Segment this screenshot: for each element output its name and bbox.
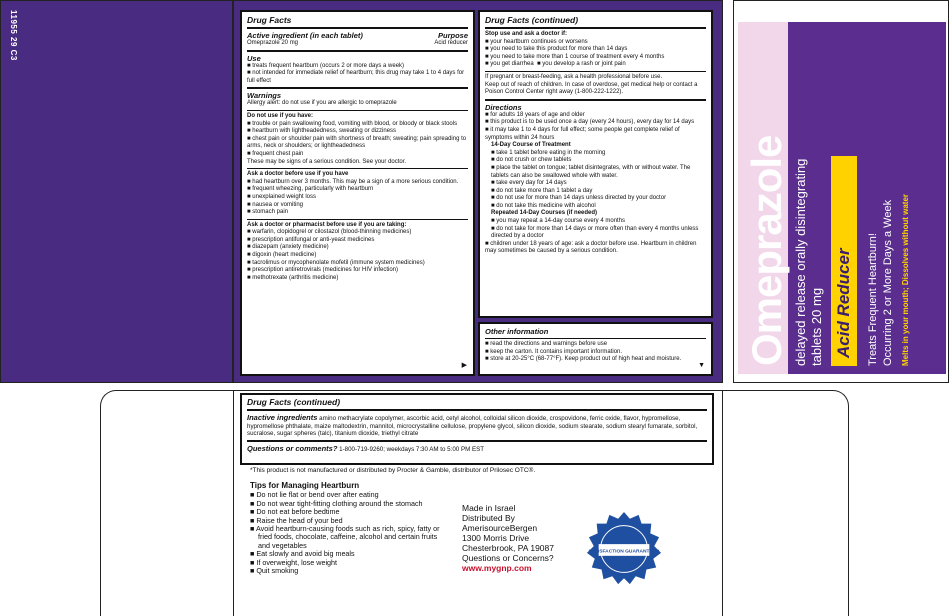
tip-item: ■ Do not eat before bedtime: [250, 507, 340, 517]
inactive-ingredients: Inactive ingredients amino methacrylate copolymer, ascorbic acid, cetyl alcohol, colloidal silicon dioxide, crospovidone, ferric oxide, flavor, hypromellose, hypromellose phthalate, maize maltodextrin, mannitol, microcrystalline cellulose, propylene glycol, silicon dioxide, sodium stearate, sodium stearyl fumarate, sorbitol, sucralose, sugar spheres (talc), titanium dioxide, triethyl citrate: [247, 413, 698, 438]
questions-line: Questions or comments? 1-800-719-9260; weekdays 7:30 AM to 5:00 PM EST: [247, 443, 484, 453]
stop-use-item: ■ you need to take more than 1 course of treatment every 4 months: [485, 53, 665, 60]
seal-text: SATISFACTION GUARANTEED: [588, 549, 660, 555]
ask-pharmacist-item: ■ methotrexate (arthritis medicine): [247, 274, 339, 281]
warnings-header: Warnings: [247, 91, 282, 101]
stop-use-item: ■ you get diarrhea ■ you develop a rash or joint pain: [485, 61, 626, 68]
directions-header: Directions: [485, 102, 522, 112]
other-info-item: ■ read the directions and warnings before use: [485, 341, 608, 347]
ask-doctor-item: ■ frequent wheezing, particularly with heartburn: [247, 186, 374, 193]
benefit-line2: Occurring 2 or More Days a Week: [882, 199, 894, 366]
distributed-by: Distributed By: [462, 513, 515, 523]
course-item: ■ place the tablet on tongue; tablet disintegrates, with or without water. The tablets can also be swallowed whole with water.: [491, 164, 691, 179]
distributor-address1: 1300 Morris Drive: [462, 533, 530, 543]
distributor-info: [462, 503, 592, 573]
tip-item: ■ Avoid heartburn-causing foods such as rich, spicy, fatty or fried foods, chocolate, caffeine, alcohol and certain fruits and vegetables: [250, 524, 440, 550]
use-item: ■ treats frequent heartburn (occurs 2 or more days a week): [247, 62, 405, 69]
repeat-header: Repeated 14-Day Courses (if needed): [491, 210, 598, 217]
melts-claim: Melts in your mouth; Dissolves without water: [901, 193, 910, 366]
use-header: Use: [247, 53, 261, 63]
do-not-use-header: Do not use if you have:: [247, 112, 314, 119]
satisfaction-seal-icon: [585, 510, 663, 588]
ask-pharmacist-item: ■ prescription antifungal or anti-yeast medicines: [247, 236, 375, 243]
course-item: ■ do not use for more than 14 days unless directed by your doctor: [491, 195, 667, 202]
ask-pharmacist-item: ■ diazepam (anxiety medicine): [247, 244, 329, 251]
other-info-item: ■ keep the carton. It contains important information.: [485, 348, 623, 355]
do-not-use-item: ■ trouble or pain swallowing food, vomiting with blood, or bloody or black stools: [247, 120, 458, 127]
tip-item: ■ Do not wear tight-fitting clothing around the stomach: [250, 498, 423, 508]
ask-doctor-item: ■ nausea or vomiting: [247, 201, 303, 208]
tips-title: Tips for Managing Heartburn: [250, 481, 360, 490]
side-code: 11955 29 C3: [9, 10, 18, 61]
do-not-use-item: ■ frequent chest pain: [247, 150, 304, 157]
continue-arrow-icon: ▶: [461, 362, 467, 370]
ask-pharmacist-header: Ask a doctor or pharmacist before use if you are taking:: [247, 221, 407, 228]
disclaimer: *This product is not manufactured or distributed by Procter & Gamble, distributor of Prilosec OTC®.: [250, 467, 536, 474]
ask-pharmacist-item: ■ prescription antiretrovirals (medicines for HIV infection): [247, 267, 399, 274]
purpose-header: Purpose: [437, 31, 468, 40]
stop-use-item: ■ your heartburn continues or worsens: [485, 38, 588, 45]
active-name: Omeprazole 20 mg: [247, 40, 299, 46]
tip-item: ■ Raise the head of your bed: [250, 515, 343, 525]
directions-item: ■ it may take 1 to 4 days for full effect; some people get complete relief of symptoms within 24 hours: [485, 126, 680, 141]
active-purpose: Acid reducer: [434, 40, 468, 46]
children-under-18: ■ children under 18 years of age: ask a doctor before use. Heartburn in children may sometimes be caused by a serious condition.: [485, 240, 697, 255]
stop-use-header: Stop use and ask a doctor if:: [485, 31, 568, 37]
directions-item: ■ for adults 18 years of age and older: [485, 111, 585, 118]
heartburn-tips: [250, 482, 450, 575]
course-header: 14-Day Course of Treatment: [491, 142, 571, 149]
distributor-name: AmerisourceBergen: [462, 523, 538, 533]
down-arrow-icon: ▼: [698, 362, 705, 370]
acid-reducer-badge: [831, 156, 857, 366]
left-flap-panel: [0, 0, 233, 383]
tip-item: ■ Quit smoking: [250, 566, 299, 576]
ask-pharmacist-item: ■ tacrolimus or mycophenolate mofetil (immune system medicines): [247, 259, 425, 266]
serious-note: These may be signs of a serious condition. See your doctor.: [247, 158, 407, 165]
facts-continued-title: Drug Facts (continued): [485, 15, 579, 25]
do-not-use-item: ■ heartburn with lightheadedness, sweating or dizziness: [247, 128, 397, 135]
allergy-alert: Allergy alert: do not use if you are allergic to omeprazole: [247, 100, 397, 107]
drug-facts-bottom: [240, 393, 714, 465]
directions-item: ■ this product is to be used once a day (every 24 hours), every day for 14 days: [485, 119, 695, 126]
course-item: ■ do not take more than 1 tablet a day: [491, 187, 593, 194]
tip-item: ■ If overweight, lose weight: [250, 557, 338, 567]
other-info-item: ■ store at 20-25°C (68-77°F). Keep product out of high heat and moisture.: [485, 356, 682, 363]
questions-concerns: Questions or Concerns?: [462, 553, 554, 563]
benefit-line1: Treats Frequent Heartburn!: [867, 233, 879, 366]
pregnant-warning: If pregnant or breast-feeding, ask a health professional before use.: [485, 73, 663, 80]
children-warning: Keep out of reach of children. In case of overdose, get medical help or contact a Poison Control Center right away (1-800-222-1222).: [485, 81, 698, 96]
facts-title: Drug Facts: [247, 15, 292, 25]
ask-doctor-item: ■ unexplained weight loss: [247, 193, 317, 200]
use-item: ■ not intended for immediate relief of heartburn; this drug may take 1 to 4 days for full effect: [247, 70, 465, 84]
ask-pharmacist-item: ■ digoxin (heart medicine): [247, 252, 317, 259]
course-item: ■ do not take this medicine with alcohol: [491, 202, 596, 209]
ask-doctor-item: ■ stomach pain: [247, 209, 288, 216]
ask-pharmacist-item: ■ warfarin, clopidogrel or cilostazol (blood-thinning medicines): [247, 229, 412, 236]
ask-doctor-item: ■ had heartburn over 3 months. This may be a sign of a more serious condition.: [247, 178, 459, 185]
course-item: ■ take every day for 14 days: [491, 180, 567, 187]
tip-item: ■ Do not lie flat or bend over after eating: [250, 490, 379, 500]
website-link[interactable]: www.mygnp.com: [462, 563, 532, 573]
course-item: ■ do not crush or chew tablets: [491, 157, 572, 164]
acid-reducer-label: Acid Reducer: [834, 248, 853, 358]
drug-facts-right: [478, 10, 713, 318]
stop-use-item: ■ you need to take this product for more than 14 days: [485, 46, 628, 53]
drug-facts-left: [240, 10, 475, 376]
tip-item: ■ Eat slowly and avoid big meals: [250, 549, 355, 559]
other-info-header: Other information: [485, 327, 549, 336]
active-header: Active ingredient (in each tablet): [247, 31, 363, 40]
repeat-item: ■ do not take for more than 14 days or more often than every 4 months unless directed by a doctor: [491, 225, 699, 240]
repeat-item: ■ you may repeat a 14-day course every 4 months: [491, 218, 626, 225]
do-not-use-item: ■ chest pain or shoulder pain with shortness of breath; sweating; pain spreading to arms, neck or shoulders; or lightheadedness: [247, 135, 467, 150]
other-information-box: [478, 322, 713, 376]
made-in: Made in Israel: [462, 503, 516, 513]
facts-continued-title-bottom: Drug Facts (continued): [247, 397, 341, 407]
rotated-brand-block: [735, 22, 943, 378]
brand-name: Omeprazole: [743, 135, 790, 366]
tagline-line1: delayed release orally disintegrating: [793, 158, 808, 366]
distributor-address2: Chesterbrook, PA 19087: [462, 543, 554, 553]
tagline-line2: tablets 20 mg: [809, 287, 824, 366]
course-item: ■ take 1 tablet before eating in the morning: [491, 149, 606, 156]
ask-doctor-header: Ask a doctor before use if you have: [247, 171, 349, 178]
